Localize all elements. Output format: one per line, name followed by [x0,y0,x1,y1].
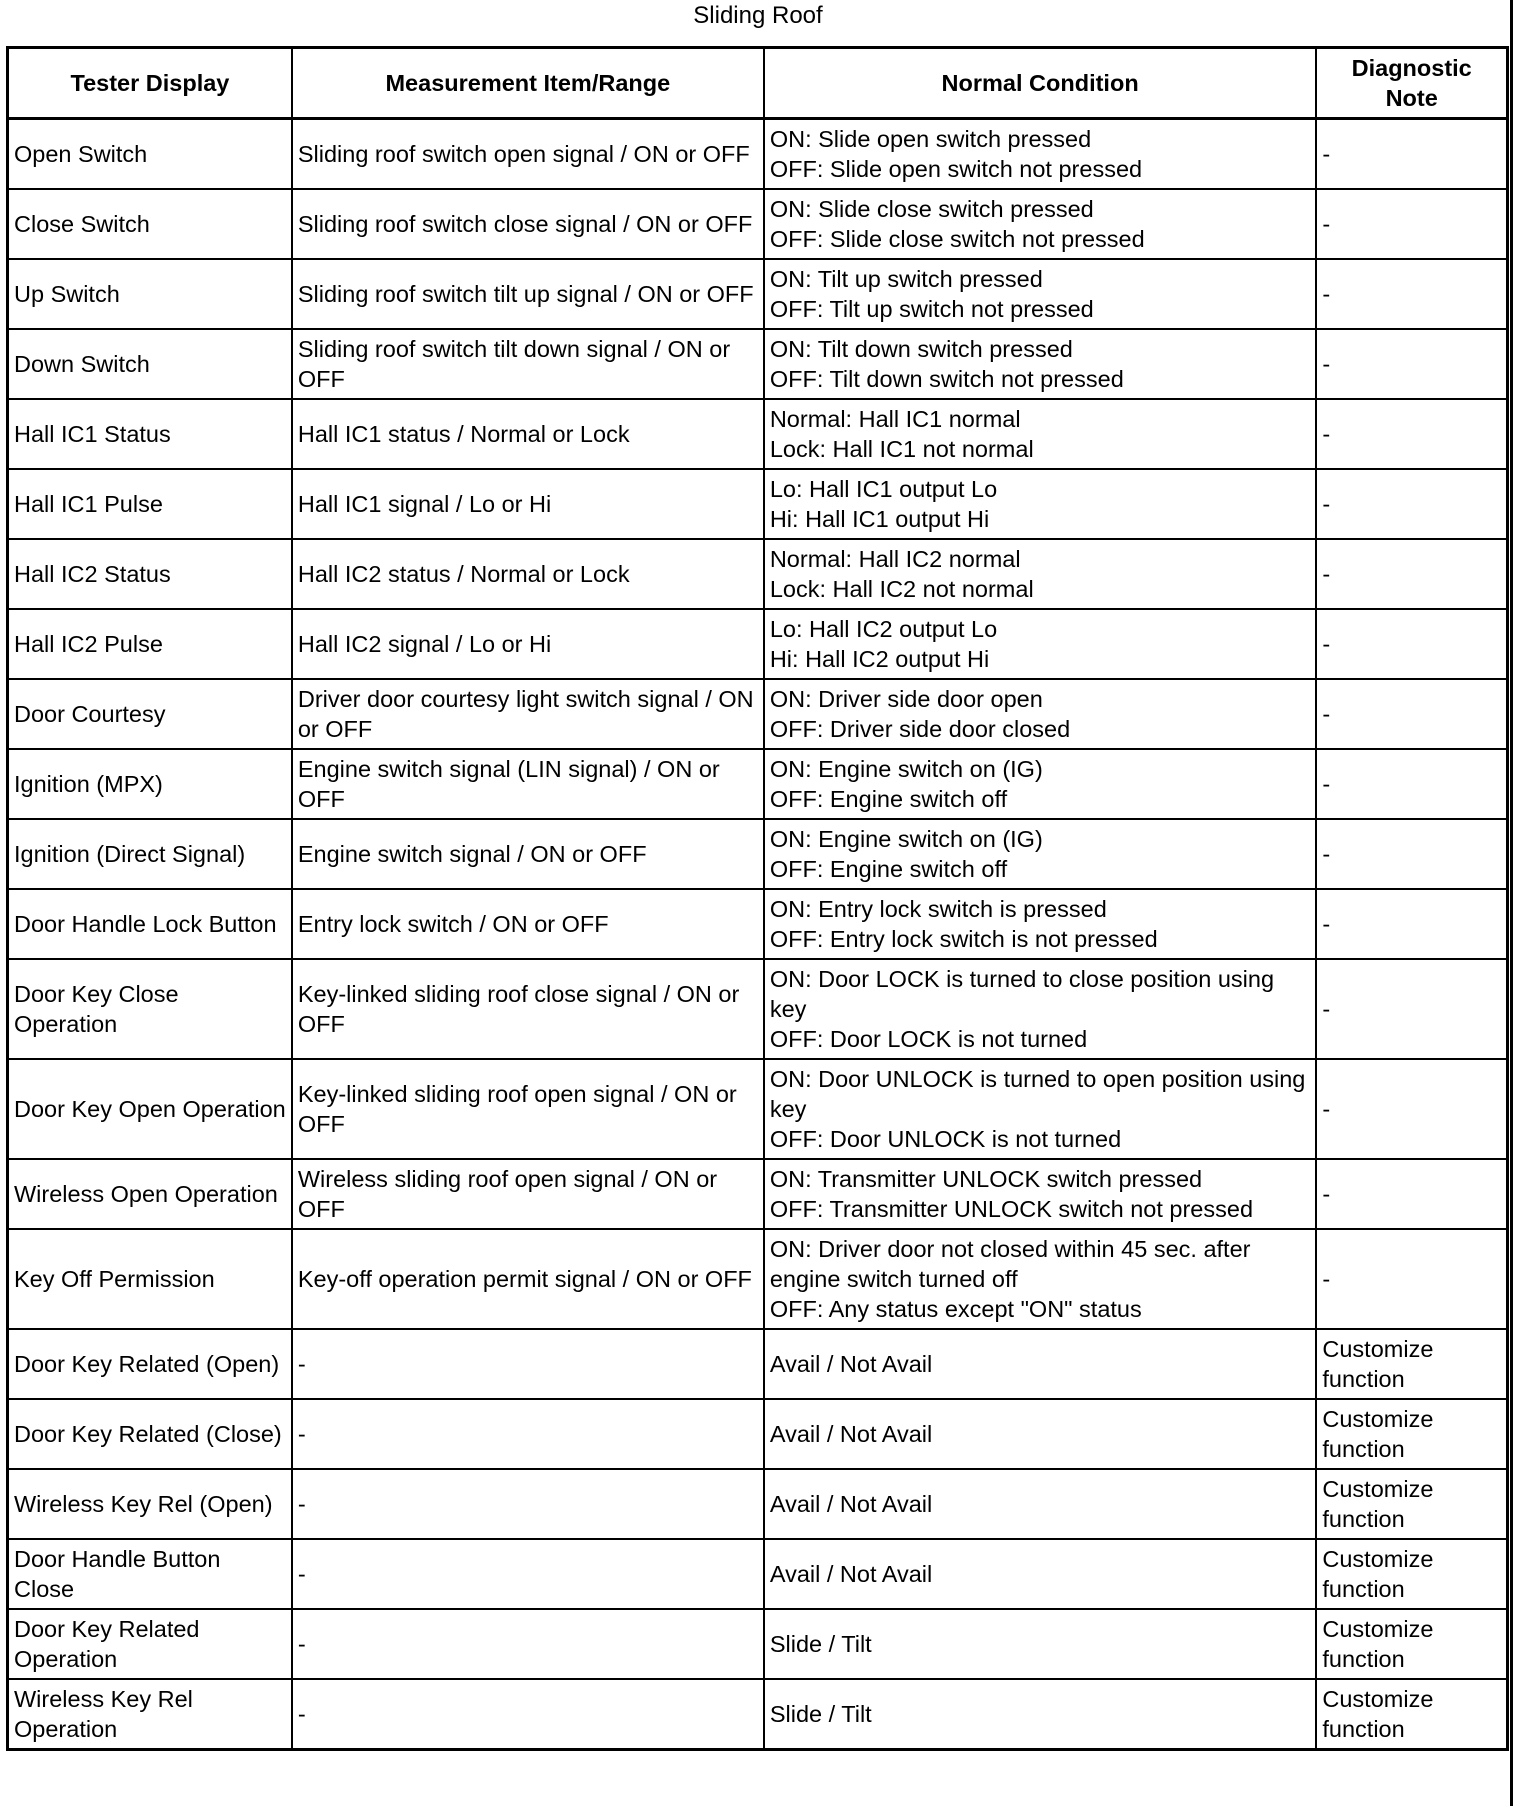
table-row [8,399,1508,469]
cell-measurement-item: Sliding roof switch close signal / ON or OFF [292,189,764,259]
table-row [8,189,1508,259]
table-row [8,819,1508,889]
table-row [8,1059,1508,1159]
cell-normal-condition: ON: Entry lock switch is pressed OFF: Entry lock switch is not pressed [764,889,1317,959]
cell-diagnostic-note: - [1316,959,1507,1059]
cell-diagnostic-note: - [1316,819,1507,889]
cell-measurement-item: Sliding roof switch tilt down signal / ON or OFF [292,329,764,399]
cell-diagnostic-note: - [1316,749,1507,819]
page-right-border [1510,0,1513,1806]
cell-tester-display: Wireless Key Rel Operation [8,1679,292,1750]
cell-normal-condition: ON: Tilt down switch pressed OFF: Tilt down switch not pressed [764,329,1317,399]
cell-normal-condition: ON: Engine switch on (IG) OFF: Engine switch off [764,749,1317,819]
cell-measurement-item: Driver door courtesy light switch signal / ON or OFF [292,679,764,749]
cell-measurement-item: - [292,1539,764,1609]
cell-tester-display: Door Key Related (Open) [8,1329,292,1399]
cell-normal-condition: Lo: Hall IC1 output Lo Hi: Hall IC1 output Hi [764,469,1317,539]
table-row [8,469,1508,539]
header-measurement-item: Measurement Item/Range [292,48,764,119]
table-row [8,1229,1508,1329]
cell-measurement-item: Hall IC1 signal / Lo or Hi [292,469,764,539]
cell-diagnostic-note: - [1316,469,1507,539]
cell-tester-display: Hall IC1 Pulse [8,469,292,539]
table-row [8,1539,1508,1609]
table-row [8,1399,1508,1469]
cell-diagnostic-note: Customize function [1316,1609,1507,1679]
cell-normal-condition: ON: Slide close switch pressed OFF: Slide close switch not pressed [764,189,1317,259]
header-normal-condition: Normal Condition [764,48,1317,119]
cell-measurement-item: Hall IC1 status / Normal or Lock [292,399,764,469]
table-row [8,329,1508,399]
cell-normal-condition: ON: Slide open switch pressed OFF: Slide open switch not pressed [764,119,1317,190]
cell-normal-condition: ON: Engine switch on (IG) OFF: Engine switch off [764,819,1317,889]
cell-diagnostic-note: Customize function [1316,1679,1507,1750]
cell-tester-display: Door Key Close Operation [8,959,292,1059]
cell-normal-condition: ON: Door LOCK is turned to close position using key OFF: Door LOCK is not turned [764,959,1317,1059]
cell-diagnostic-note: - [1316,329,1507,399]
cell-normal-condition: ON: Driver door not closed within 45 sec. after engine switch turned off OFF: Any status except "ON" status [764,1229,1317,1329]
cell-measurement-item: Entry lock switch / ON or OFF [292,889,764,959]
cell-normal-condition: ON: Transmitter UNLOCK switch pressed OFF: Transmitter UNLOCK switch not pressed [764,1159,1317,1229]
cell-tester-display: Up Switch [8,259,292,329]
cell-diagnostic-note: - [1316,539,1507,609]
table-row [8,609,1508,679]
cell-measurement-item: Key-linked sliding roof open signal / ON or OFF [292,1059,764,1159]
cell-diagnostic-note: - [1316,609,1507,679]
cell-normal-condition: Avail / Not Avail [764,1469,1317,1539]
cell-diagnostic-note: Customize function [1316,1399,1507,1469]
cell-measurement-item: - [292,1399,764,1469]
cell-normal-condition: Avail / Not Avail [764,1399,1317,1469]
cell-measurement-item: Hall IC2 status / Normal or Lock [292,539,764,609]
table-row [8,959,1508,1059]
cell-diagnostic-note: - [1316,189,1507,259]
cell-tester-display: Door Key Related Operation [8,1609,292,1679]
cell-tester-display: Wireless Key Rel (Open) [8,1469,292,1539]
table-row [8,1679,1508,1750]
cell-measurement-item: Sliding roof switch open signal / ON or OFF [292,119,764,190]
table-row [8,119,1508,190]
table-row [8,1469,1508,1539]
cell-tester-display: Ignition (MPX) [8,749,292,819]
cell-diagnostic-note: - [1316,399,1507,469]
cell-diagnostic-note: - [1316,119,1507,190]
header-diagnostic-note: Diagnostic Note [1316,48,1507,119]
cell-measurement-item: Sliding roof switch tilt up signal / ON or OFF [292,259,764,329]
cell-measurement-item: - [292,1609,764,1679]
table-title: Sliding Roof [693,2,823,29]
table-row [8,539,1508,609]
cell-diagnostic-note: - [1316,679,1507,749]
cell-measurement-item: Engine switch signal / ON or OFF [292,819,764,889]
cell-diagnostic-note: - [1316,889,1507,959]
cell-tester-display: Door Key Open Operation [8,1059,292,1159]
table-row [8,1329,1508,1399]
cell-diagnostic-note: - [1316,1229,1507,1329]
table-row [8,1159,1508,1229]
table-row [8,889,1508,959]
cell-tester-display: Down Switch [8,329,292,399]
cell-normal-condition: Slide / Tilt [764,1609,1317,1679]
cell-measurement-item: - [292,1329,764,1399]
cell-tester-display: Door Handle Lock Button [8,889,292,959]
cell-normal-condition: Slide / Tilt [764,1679,1317,1750]
cell-tester-display: Hall IC1 Status [8,399,292,469]
cell-normal-condition: ON: Driver side door open OFF: Driver side door closed [764,679,1317,749]
cell-normal-condition: ON: Door UNLOCK is turned to open position using key OFF: Door UNLOCK is not turned [764,1059,1317,1159]
cell-diagnostic-note: - [1316,1159,1507,1229]
cell-diagnostic-note: Customize function [1316,1539,1507,1609]
table-row [8,679,1508,749]
cell-measurement-item: Key-off operation permit signal / ON or OFF [292,1229,764,1329]
cell-tester-display: Wireless Open Operation [8,1159,292,1229]
cell-normal-condition: Lo: Hall IC2 output Lo Hi: Hall IC2 output Hi [764,609,1317,679]
cell-measurement-item: Wireless sliding roof open signal / ON or OFF [292,1159,764,1229]
cell-diagnostic-note: Customize function [1316,1329,1507,1399]
table-row [8,259,1508,329]
cell-measurement-item: Key-linked sliding roof close signal / ON or OFF [292,959,764,1059]
cell-tester-display: Ignition (Direct Signal) [8,819,292,889]
cell-normal-condition: ON: Tilt up switch pressed OFF: Tilt up switch not pressed [764,259,1317,329]
cell-measurement-item: - [292,1679,764,1750]
cell-normal-condition: Normal: Hall IC1 normal Lock: Hall IC1 not normal [764,399,1317,469]
cell-measurement-item: Hall IC2 signal / Lo or Hi [292,609,764,679]
header-row [8,48,1508,119]
table-row [8,1609,1508,1679]
cell-tester-display: Key Off Permission [8,1229,292,1329]
cell-tester-display: Door Key Related (Close) [8,1399,292,1469]
cell-tester-display: Open Switch [8,119,292,190]
cell-normal-condition: Avail / Not Avail [764,1539,1317,1609]
header-tester-display: Tester Display [8,48,292,119]
cell-normal-condition: Normal: Hall IC2 normal Lock: Hall IC2 not normal [764,539,1317,609]
sliding-roof-data-table [6,46,1509,1751]
cell-tester-display: Door Handle Button Close [8,1539,292,1609]
cell-tester-display: Hall IC2 Pulse [8,609,292,679]
cell-tester-display: Door Courtesy [8,679,292,749]
cell-diagnostic-note: Customize function [1316,1469,1507,1539]
cell-normal-condition: Avail / Not Avail [764,1329,1317,1399]
cell-measurement-item: - [292,1469,764,1539]
cell-tester-display: Hall IC2 Status [8,539,292,609]
cell-tester-display: Close Switch [8,189,292,259]
cell-diagnostic-note: - [1316,259,1507,329]
table-row [8,749,1508,819]
cell-measurement-item: Engine switch signal (LIN signal) / ON or OFF [292,749,764,819]
cell-diagnostic-note: - [1316,1059,1507,1159]
